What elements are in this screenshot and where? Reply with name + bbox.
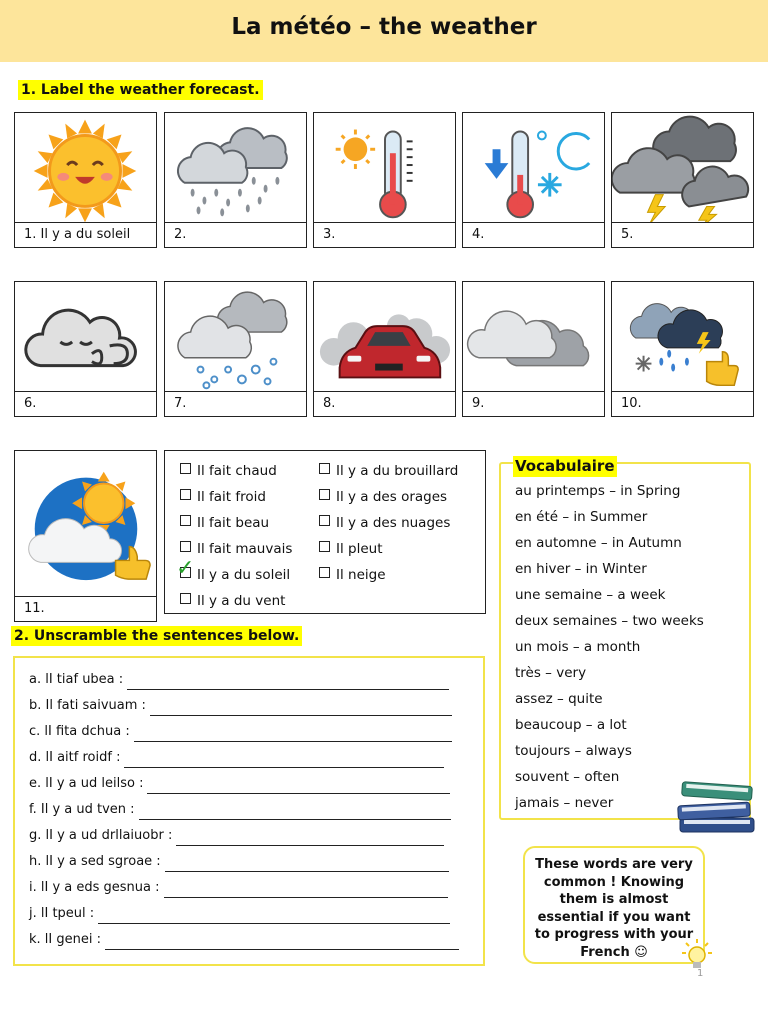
- checkbox[interactable]: [319, 463, 330, 474]
- answer-blank[interactable]: [127, 677, 449, 690]
- vocab-item: en hiver – in Winter: [515, 561, 647, 577]
- checkmark-icon: ✓: [176, 556, 195, 581]
- unscramble-line[interactable]: g. lI y a ud drllaiuobr :: [29, 826, 444, 846]
- cell-label: 2.: [165, 222, 306, 247]
- weather-cell-7: [164, 281, 307, 417]
- option-il-y-a-des-orages[interactable]: Il y a des orages: [319, 484, 458, 510]
- note-line: to progress with your: [534, 927, 694, 942]
- vocab-item: beaucoup – a lot: [515, 717, 627, 733]
- weather-cell-8: [313, 281, 456, 417]
- wind-cloud-icon: [15, 282, 156, 392]
- weather-cell-2: [164, 112, 307, 248]
- storm-cloud-icon: [612, 113, 753, 223]
- weather-cell-10: [611, 281, 754, 417]
- unscramble-line[interactable]: e. lI y a ud leilso :: [29, 774, 450, 794]
- option-il-y-a-du-brouillard[interactable]: Il y a du brouillard: [319, 458, 458, 484]
- phrase-options-box: [164, 450, 486, 614]
- unscramble-line[interactable]: b. Il fati saivuam :: [29, 696, 452, 716]
- option-il-y-a-du-soleil[interactable]: ✓ Il y a du soleil: [176, 556, 291, 583]
- fog-car-icon: [314, 282, 455, 392]
- unscramble-line[interactable]: c. lI fita dchua :: [29, 722, 452, 742]
- vocab-item: au printemps – in Spring: [515, 483, 681, 499]
- books-icon: [676, 778, 758, 836]
- vocabulary-box: [499, 457, 751, 820]
- weather-cell-4: [462, 112, 605, 248]
- option-il-y-a-du-vent[interactable]: Il y a du vent: [180, 588, 292, 614]
- option-il-fait-mauvais[interactable]: Il fait mauvais: [180, 536, 292, 562]
- sun-cloud-thumbs-up-icon: [15, 451, 156, 591]
- unscramble-box: [13, 656, 485, 966]
- snow-cloud-icon: [165, 282, 306, 392]
- vocab-item: un mois – a month: [515, 639, 641, 655]
- cell-label: 11.: [15, 596, 156, 621]
- cell-label: 9.: [463, 391, 604, 416]
- cell-label: 7.: [165, 391, 306, 416]
- note-line: French ☺: [580, 944, 648, 960]
- unscramble-line[interactable]: i. lI y a eds gesnua :: [29, 878, 448, 898]
- vocabulary-title: Vocabulaire: [515, 457, 615, 475]
- unscramble-line[interactable]: a. lI tiaf ubea :: [29, 670, 449, 690]
- weather-cell-5: [611, 112, 754, 248]
- vocab-item: très – very: [515, 665, 587, 681]
- answer-blank[interactable]: [124, 755, 444, 768]
- answer-blank[interactable]: [176, 833, 444, 846]
- page-number: 1: [697, 968, 704, 979]
- vocab-item: en été – in Summer: [515, 509, 648, 525]
- unscramble-line[interactable]: j. lI tpeul :: [29, 904, 450, 924]
- checkbox[interactable]: [180, 515, 191, 526]
- section2-heading: 2. Unscramble the sentences below.: [11, 626, 302, 646]
- weather-cell-9: [462, 281, 605, 417]
- cell-label: 1. Il y a du soleil: [15, 222, 156, 247]
- unscramble-line[interactable]: h. lI y a sed sgroae :: [29, 852, 449, 872]
- note-line: them is almost: [559, 892, 669, 907]
- answer-blank[interactable]: [150, 703, 452, 716]
- cell-label: 4.: [463, 222, 604, 247]
- vocab-item: toujours – always: [515, 743, 632, 759]
- sun-icon: [15, 113, 156, 223]
- checkbox[interactable]: [180, 463, 191, 474]
- answer-blank[interactable]: [105, 937, 459, 950]
- page-header: [0, 0, 768, 62]
- option-il-neige[interactable]: Il neige: [319, 562, 458, 588]
- cell-label: 8.: [314, 391, 455, 416]
- option-il-fait-chaud[interactable]: Il fait chaud: [180, 458, 292, 484]
- answer-blank[interactable]: [164, 885, 448, 898]
- cell-label: 6.: [15, 391, 156, 416]
- checkbox[interactable]: [319, 567, 330, 578]
- note-line: These words are very: [535, 857, 693, 872]
- checkbox[interactable]: [180, 541, 191, 552]
- checkbox[interactable]: [319, 489, 330, 500]
- option-il-y-a-des-nuages[interactable]: Il y a des nuages: [319, 510, 458, 536]
- vocab-item: souvent – often: [515, 769, 620, 785]
- options-column-1: [176, 458, 293, 614]
- weather-cell-6: [14, 281, 157, 417]
- answer-blank[interactable]: [134, 729, 452, 742]
- unscramble-line[interactable]: f. Il y a ud tven :: [29, 800, 451, 820]
- option-il-fait-beau[interactable]: Il fait beau: [180, 510, 292, 536]
- checkbox[interactable]: [180, 489, 191, 500]
- rain-cloud-icon: [165, 113, 306, 223]
- vocab-item: une semaine – a week: [515, 587, 666, 603]
- unscramble-line[interactable]: d. lI aitf roidf :: [29, 748, 444, 768]
- answer-blank[interactable]: [98, 911, 450, 924]
- vocab-item: deux semaines – two weeks: [515, 613, 704, 629]
- options-column-2: [319, 458, 458, 588]
- option-il-pleut[interactable]: Il pleut: [319, 536, 458, 562]
- cell-label: 5.: [612, 222, 753, 247]
- cell-label: 10.: [612, 391, 753, 416]
- vocab-item: jamais – never: [515, 795, 614, 811]
- answer-blank[interactable]: [147, 781, 450, 794]
- bad-weather-icon: [612, 282, 753, 392]
- option-il-fait-froid[interactable]: Il fait froid: [180, 484, 292, 510]
- cell-label: 3.: [314, 222, 455, 247]
- hot-thermometer-icon: [314, 113, 455, 223]
- weather-cell-11: [14, 450, 157, 622]
- page-title: La météo – the weather: [231, 14, 537, 40]
- vocab-item: en automne – in Autumn: [515, 535, 682, 551]
- unscramble-line[interactable]: k. lI genei :: [29, 930, 459, 950]
- note-line: essential if you want: [537, 909, 691, 925]
- note-line: common ! Knowing: [543, 874, 685, 890]
- weather-cell-3: [313, 112, 456, 248]
- tip-note-box: [523, 846, 705, 964]
- cold-thermometer-icon: [463, 113, 604, 223]
- section1-heading: 1. Label the weather forecast.: [18, 80, 263, 100]
- vocab-item: assez – quite: [515, 691, 603, 707]
- checkbox[interactable]: [319, 515, 330, 526]
- answer-blank[interactable]: [165, 859, 449, 872]
- clouds-icon: [463, 282, 604, 392]
- checkbox[interactable]: [180, 593, 191, 604]
- checkbox[interactable]: [319, 541, 330, 552]
- weather-cell-1: [14, 112, 157, 248]
- answer-blank[interactable]: [139, 807, 451, 820]
